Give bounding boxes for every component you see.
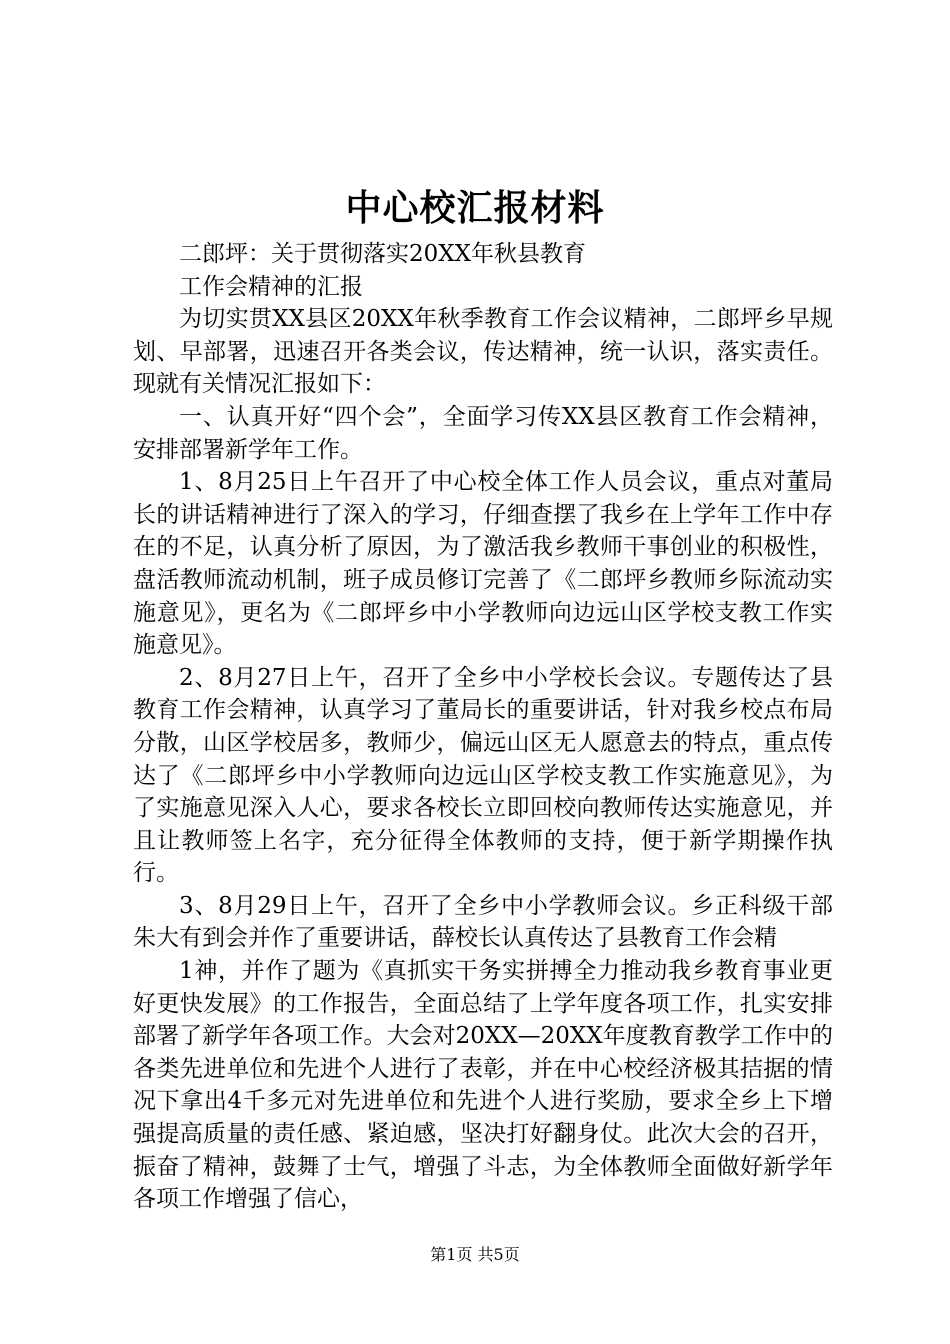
paragraph-item-2: 2、8月27日上午，召开了全乡中小学校长会议。专题传达了县教育工作会精神，认真学习了董局长的重要讲话，针对我乡校点布局分散，山区学校居多，教师少，偏远山区无人愿意去的特点，重点传达了《二郎坪乡中小学教师向边远山区学校支教工作实施意见》，为了实施意见深入人心，要求各校长立即回校向教师传达实施意见，并且让教师签上名字，充分征得全体教师的支持，便于新学期操作执行。 — [133, 664, 833, 887]
paragraph-continuation: 1神，并作了题为《真抓实干务实拼搏全力推动我乡教育事业更好更快发展》的工作报告，全面总结了上学年度各项工作，扎实安排部署了新学年各项工作。大会对20XX—20XX年度教育教学工作中的各类先进单位和先进个人进行了表彰，并在中心校经济极其拮据的情况下拿出4千多元对先进单位和先进个人进行奖励，要求全乡上下增强提高质量的责任感、紧迫感，坚决打好翻身仗。此次大会的召开，振奋了精神，鼓舞了士气，增强了斗志，为全体教师全面做好新学年各项工作增强了信心， — [133, 958, 833, 1213]
paragraph-item-1: 1、8月25日上午召开了中心校全体工作人员会议，重点对董局长的讲话精神进行了深入的学习，仔细查摆了我乡在上学年工作中存在的不足，认真分析了原因，为了激活我乡教师干事创业的积极性，盘活教师流动机制，班子成员修订完善了《二郎坪乡教师乡际流动实施意见》，更名为《二郎坪乡中小学教师向边远山区学校支教工作实施意见》。 — [133, 469, 833, 659]
subtitle-line-2: 工作会精神的汇报 — [179, 273, 363, 300]
paragraph-section-heading: 一、认真开好“四个会”，全面学习传XX县区教育工作会精神，安排部署新学年工作。 — [133, 403, 833, 463]
document-body — [133, 238, 833, 1216]
page-footer: 第1页 共5页 — [430, 1245, 520, 1264]
paragraph-item-3: 3、8月29日上午，召开了全乡中小学教师会议。乡正科级干部朱大有到会并作了重要讲话，薛校长认真传达了县教育工作会精 — [133, 892, 833, 952]
subtitle-line-1: 二郎坪：关于贯彻落实20XX年秋县教育 — [179, 241, 587, 267]
paragraph-intro: 为切实贯XX县区20XX年秋季教育工作会议精神，二郎坪乡早规划、早部署，迅速召开各类会议，传达精神，统一认识，落实责任。现就有关情况汇报如下： — [133, 306, 833, 398]
document-title: 中心校汇报材料 — [345, 187, 605, 229]
